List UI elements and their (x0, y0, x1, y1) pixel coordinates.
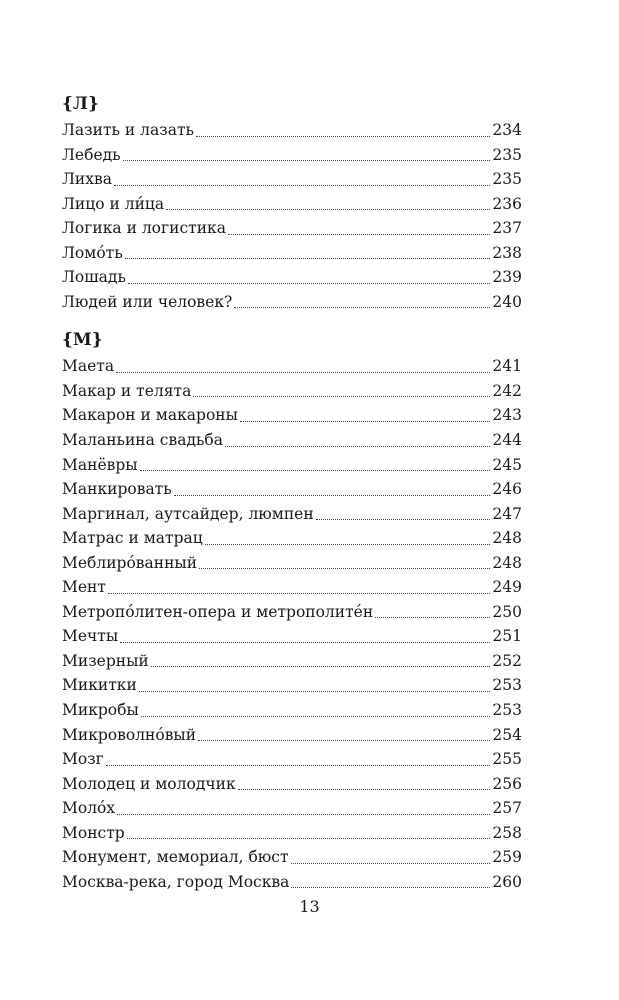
dot-leader (196, 118, 490, 143)
toc-entry (62, 698, 522, 723)
entry-title: Микитки (62, 676, 137, 695)
dot-leader (375, 600, 490, 625)
toc-entry (62, 747, 522, 772)
toc-entry (62, 379, 522, 404)
entry-page-number: 258 (492, 823, 522, 842)
entry-page-number: 248 (492, 553, 522, 572)
toc-entry (62, 167, 522, 192)
section-m-entries (62, 354, 522, 894)
entry-page-number: 253 (492, 701, 522, 720)
dot-leader (291, 870, 490, 895)
dot-leader (228, 216, 490, 241)
entry-title: Моло́х (62, 799, 116, 818)
entry-title: Монстр (62, 823, 125, 842)
entry-title: Микроволно́вый (62, 725, 197, 744)
entry-title: Макар и телята (62, 381, 192, 400)
toc-entry (62, 870, 522, 895)
entry-page-number: 241 (492, 357, 522, 376)
table-of-contents (62, 90, 522, 894)
dot-leader (234, 290, 490, 315)
toc-entry (62, 143, 522, 168)
toc-entry (62, 428, 522, 453)
dot-leader (166, 192, 490, 217)
entry-title: Мент (62, 578, 106, 597)
toc-entry (62, 502, 522, 527)
toc-entry (62, 821, 522, 846)
entry-title: Меблиро́ванный (62, 553, 198, 572)
entry-title: Макарон и макароны (62, 406, 238, 425)
toc-entry (62, 624, 522, 649)
toc-entry (62, 403, 522, 428)
entry-title: Молодец и молодчик (62, 774, 236, 793)
toc-entry (62, 526, 522, 551)
entry-title: Манкировать (62, 480, 172, 499)
entry-page-number: 260 (492, 872, 522, 891)
entry-page-number: 235 (492, 170, 522, 189)
entry-page-number: 238 (492, 243, 522, 262)
dot-leader (108, 575, 490, 600)
entry-title: Людей или человек? (62, 292, 233, 311)
entry-page-number: 255 (492, 750, 522, 769)
toc-entry (62, 118, 522, 143)
entry-title: Мозг (62, 750, 104, 769)
entry-title: Матрас и матрац (62, 529, 203, 548)
dot-leader (117, 796, 490, 821)
dot-leader (140, 453, 491, 478)
dot-leader (205, 526, 491, 551)
entry-page-number: 256 (492, 774, 522, 793)
toc-entry (62, 354, 522, 379)
entry-title: Москва-река, город Москва (62, 872, 290, 891)
entry-page-number: 257 (492, 799, 522, 818)
entry-title: Лебедь (62, 145, 121, 164)
entry-page-number: 246 (492, 480, 522, 499)
entry-page-number: 244 (492, 431, 522, 450)
entry-page-number: 247 (492, 504, 522, 523)
dot-leader (139, 673, 491, 698)
toc-entry (62, 796, 522, 821)
toc-entry (62, 772, 522, 797)
toc-entry (62, 290, 522, 315)
dot-leader (151, 649, 491, 674)
toc-entry (62, 723, 522, 748)
entry-title: Лазить и лазать (62, 121, 194, 139)
toc-entry (62, 477, 522, 502)
entry-title: Ломо́ть (62, 243, 123, 262)
entry-title: Мизерный (62, 651, 149, 670)
entry-title: Маланьина свадьба (62, 431, 224, 450)
entry-page-number: 234 (492, 121, 522, 139)
entry-page-number: 239 (492, 268, 522, 287)
toc-entry (62, 551, 522, 576)
entry-page-number: 251 (492, 627, 522, 646)
dot-leader (199, 551, 490, 576)
entry-page-number: 249 (492, 578, 522, 597)
dot-leader (238, 772, 491, 797)
section-letter-l: {Л} (62, 94, 99, 114)
dot-leader (127, 821, 491, 846)
dot-leader (225, 428, 490, 453)
page-number: 13 (299, 897, 320, 916)
toc-entry (62, 845, 522, 870)
dot-leader (316, 502, 491, 527)
entry-page-number: 242 (492, 381, 522, 400)
dot-leader (198, 723, 490, 748)
entry-title: Логика и логистика (62, 219, 226, 238)
entry-page-number: 237 (492, 219, 522, 238)
dot-leader (116, 354, 490, 379)
section-letter-m: {М} (62, 330, 103, 351)
dot-leader (120, 624, 490, 649)
entry-page-number: 250 (492, 602, 522, 621)
entry-page-number: 248 (492, 529, 522, 548)
entry-page-number: 254 (492, 725, 522, 744)
toc-entry (62, 600, 522, 625)
toc-entry (62, 453, 522, 478)
entry-page-number: 235 (492, 145, 522, 164)
entry-title: Маргинал, аутсайдер, люмпен (62, 504, 314, 523)
dot-leader (141, 698, 491, 723)
entry-title: Манёвры (62, 455, 138, 474)
dot-leader (114, 167, 490, 192)
entry-title: Лошадь (62, 268, 126, 287)
entry-page-number: 252 (492, 651, 522, 670)
dot-leader (123, 143, 491, 168)
entry-title: Монумент, мемориал, бюст (62, 848, 289, 867)
entry-page-number: 245 (492, 455, 522, 474)
entry-page-number: 240 (492, 292, 522, 311)
dot-leader (174, 477, 491, 502)
toc-entry (62, 673, 522, 698)
entry-page-number: 259 (492, 848, 522, 867)
toc-entry (62, 192, 522, 217)
entry-title: Метропо́литен-опера и метрополите́н (62, 602, 374, 621)
entry-page-number: 236 (492, 194, 522, 213)
dot-leader (240, 403, 490, 428)
toc-entry (62, 241, 522, 266)
dot-leader (128, 265, 491, 290)
dot-leader (125, 241, 491, 266)
toc-entry (62, 216, 522, 241)
entry-title: Лихва (62, 170, 112, 189)
entry-page-number: 253 (492, 676, 522, 695)
entry-page-number: 243 (492, 406, 522, 425)
entry-title: Маета (62, 357, 115, 376)
section-l-entries (62, 118, 522, 314)
dot-leader (193, 379, 490, 404)
entry-title: Микробы (62, 701, 139, 720)
dot-leader (106, 747, 491, 772)
entry-title: Лицо и ли́ца (62, 194, 165, 213)
toc-entry (62, 265, 522, 290)
dot-leader (291, 845, 491, 870)
toc-entry (62, 649, 522, 674)
entry-title: Мечты (62, 627, 119, 646)
toc-entry (62, 575, 522, 600)
